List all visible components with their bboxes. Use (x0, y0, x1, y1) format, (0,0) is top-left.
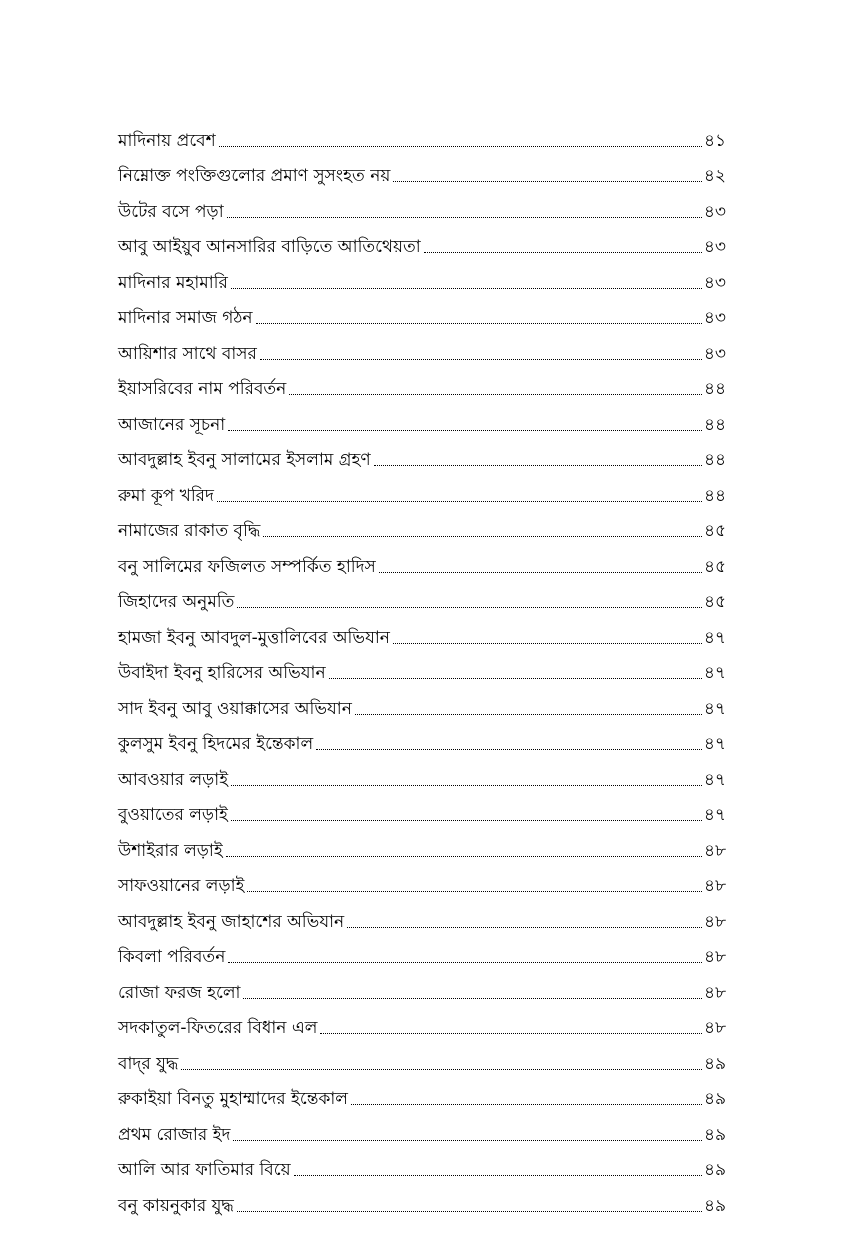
toc-entry-title: কিবলা পরিবর্তন (118, 947, 226, 967)
dot-leader (219, 146, 702, 147)
toc-entry (118, 933, 726, 969)
dot-leader (228, 430, 702, 431)
dot-leader (393, 643, 702, 644)
toc-entry-title: আলি আর ফাতিমার বিয়ে (118, 1160, 291, 1180)
toc-entry-title: প্রথম রোজার ইদ (118, 1124, 231, 1145)
toc-entry-title: রুমা কূপ খরিদ (118, 485, 214, 506)
toc-entry (118, 116, 726, 152)
toc-entry-page-number: ৪৮ (703, 982, 726, 1003)
toc-entry-title: আয়িশার সাথে বাসর (118, 343, 257, 364)
toc-entry-page-number: ৪৮ (703, 1018, 726, 1038)
toc-entry-page-number: ৪৭ (703, 698, 726, 719)
toc-entry-title: রুকাইয়া বিনতু মুহাম্মাদের ইন্তেকাল (118, 1089, 348, 1109)
toc-entry-page-number: ৪৩ (703, 201, 726, 222)
dot-leader (351, 1104, 702, 1105)
dot-leader (374, 465, 702, 466)
toc-entry (118, 258, 726, 294)
toc-entry-title: আবদুল্লাহ ইবনু জাহাশের অভিযান (118, 911, 345, 932)
toc-entry-title: কুলসুম ইবনু হিদমের ইন্তেকাল (118, 734, 314, 754)
toc-entry-page-number: ৪৮ (703, 840, 726, 861)
toc-entry (118, 187, 726, 223)
toc-entry-title: আবওয়ার লড়াই (118, 769, 229, 790)
toc-entry-title: বনু সালিমের ফজিলত সম্পর্কিত হাদিস (118, 556, 376, 577)
toc-entry-title: উটের বসে পড়া (118, 201, 224, 222)
toc-entry-title: আবু আইয়ুব আনসারির বাড়িতে আতিথেয়তা (118, 237, 421, 257)
dot-leader (379, 572, 702, 573)
toc-entry-page-number: ৪৭ (703, 627, 726, 648)
toc-entry (118, 223, 726, 259)
toc-entry-title: উশাইরার লড়াই (118, 840, 223, 861)
dot-leader (227, 217, 702, 218)
toc-entry (118, 507, 726, 543)
dot-leader (231, 288, 702, 289)
toc-entry-page-number: ৪৭ (703, 805, 726, 825)
toc-entry (118, 471, 726, 507)
dot-leader (243, 998, 701, 999)
dot-leader (228, 962, 702, 963)
toc-entry-title: মাদিনার মহামারি (118, 272, 228, 293)
toc-entry (118, 578, 726, 614)
table-of-contents (118, 116, 726, 1217)
toc-entry-title: নামাজের রাকাত বৃদ্ধি (118, 521, 261, 541)
toc-entry-title: সাদ ইবনু আবু ওয়াক্কাসের অভিযান (118, 698, 352, 719)
toc-entry-title: নিম্নোক্ত পংক্তিগুলোর প্রমাণ সুসংহত নয় (118, 166, 391, 186)
toc-entry (118, 649, 726, 685)
toc-entry-page-number: ৪৭ (703, 663, 726, 683)
toc-entry (118, 755, 726, 791)
toc-entry-title: জিহাদের অনুমতি (118, 592, 235, 612)
dot-leader (355, 714, 702, 715)
toc-entry-title: ইয়াসরিবের নাম পরিবর্তন (118, 379, 287, 399)
toc-entry-title: সদকাতুল-ফিতরের বিধান এল (118, 1018, 318, 1038)
toc-entry-page-number: ৪৯ (703, 1195, 726, 1216)
toc-entry-page-number: ৪৯ (703, 1053, 726, 1074)
toc-entry-page-number: ৪৩ (703, 343, 726, 364)
dot-leader (393, 181, 702, 182)
toc-entry (118, 294, 726, 330)
toc-entry-page-number: ৪৫ (703, 521, 726, 541)
toc-entry-title: মাদিনায় প্রবেশ (118, 130, 216, 151)
dot-leader (247, 891, 702, 892)
toc-entry-page-number: ৪৫ (703, 592, 726, 612)
toc-entry-title: বাদ্‌র যুদ্ধ (118, 1053, 179, 1074)
toc-entry (118, 791, 726, 827)
dot-leader (424, 252, 702, 253)
dot-leader (237, 607, 702, 608)
toc-entry-page-number: ৪৩ (703, 308, 726, 328)
toc-entry-page-number: ৪১ (703, 130, 726, 151)
toc-entry-title: হামজা ইবনু আবদুল-মুত্তালিবের অভিযান (118, 627, 390, 648)
toc-entry (118, 1075, 726, 1111)
dot-leader (289, 394, 702, 395)
toc-entry (118, 329, 726, 365)
toc-entry (118, 720, 726, 756)
toc-entry-page-number: ৪৯ (703, 1124, 726, 1145)
toc-entry-page-number: ৪৩ (703, 237, 726, 257)
toc-entry-title: আবদুল্লাহ ইবনু সালামের ইসলাম গ্রহণ (118, 450, 371, 470)
toc-entry-page-number: ৪৯ (703, 1089, 726, 1109)
dot-leader (217, 501, 702, 502)
dot-leader (226, 856, 702, 857)
toc-entry (118, 1039, 726, 1075)
toc-entry-title: সাফওয়ানের লড়াই (118, 876, 245, 896)
toc-entry (118, 152, 726, 188)
dot-leader (260, 359, 702, 360)
toc-entry-title: বনু কায়নুকার যুদ্ধ (118, 1195, 234, 1216)
dot-leader (294, 1175, 702, 1176)
dot-leader (256, 323, 702, 324)
toc-entry (118, 1146, 726, 1182)
toc-entry (118, 684, 726, 720)
toc-entry-page-number: ৪২ (703, 166, 726, 186)
toc-entry (118, 613, 726, 649)
toc-entry-title: বুওয়াতের লড়াই (118, 805, 228, 825)
toc-entry-page-number: ৪৭ (703, 769, 726, 790)
toc-entry-page-number: ৪৮ (703, 911, 726, 932)
toc-entry-page-number: ৪৫ (703, 556, 726, 577)
toc-entry-title: রোজা ফরজ হলো (118, 982, 241, 1003)
dot-leader (237, 1211, 702, 1212)
toc-entry (118, 897, 726, 933)
toc-entry-page-number: ৪৩ (703, 272, 726, 293)
dot-leader (231, 785, 702, 786)
toc-entry (118, 826, 726, 862)
dot-leader (231, 820, 702, 821)
toc-entry-title: মাদিনার সমাজ গঠন (118, 308, 253, 328)
toc-entry (118, 436, 726, 472)
toc-entry (118, 1110, 726, 1146)
toc-entry-page-number: ৪৪ (703, 379, 726, 399)
toc-entry-page-number: ৪৪ (703, 414, 726, 435)
dot-leader (329, 678, 702, 679)
toc-entry (118, 365, 726, 401)
toc-entry-page-number: ৪৪ (703, 450, 726, 470)
toc-entry-page-number: ৪৭ (703, 734, 726, 754)
toc-entry-page-number: ৪৮ (703, 947, 726, 967)
toc-entry (118, 1004, 726, 1040)
toc-entry-page-number: ৪৯ (703, 1160, 726, 1180)
toc-entry-page-number: ৪৮ (703, 876, 726, 896)
dot-leader (347, 927, 702, 928)
toc-entry-title: আজানের সূচনা (118, 414, 226, 435)
toc-entry-page-number: ৪৪ (703, 485, 726, 506)
toc-entry (118, 968, 726, 1004)
dot-leader (263, 536, 702, 537)
dot-leader (316, 749, 702, 750)
dot-leader (233, 1140, 702, 1141)
toc-entry (118, 1181, 726, 1217)
dot-leader (181, 1069, 702, 1070)
toc-entry (118, 862, 726, 898)
toc-entry-title: উবাইদা ইবনু হারিসের অভিযান (118, 663, 326, 683)
dot-leader (320, 1033, 701, 1034)
toc-entry (118, 542, 726, 578)
toc-entry (118, 400, 726, 436)
